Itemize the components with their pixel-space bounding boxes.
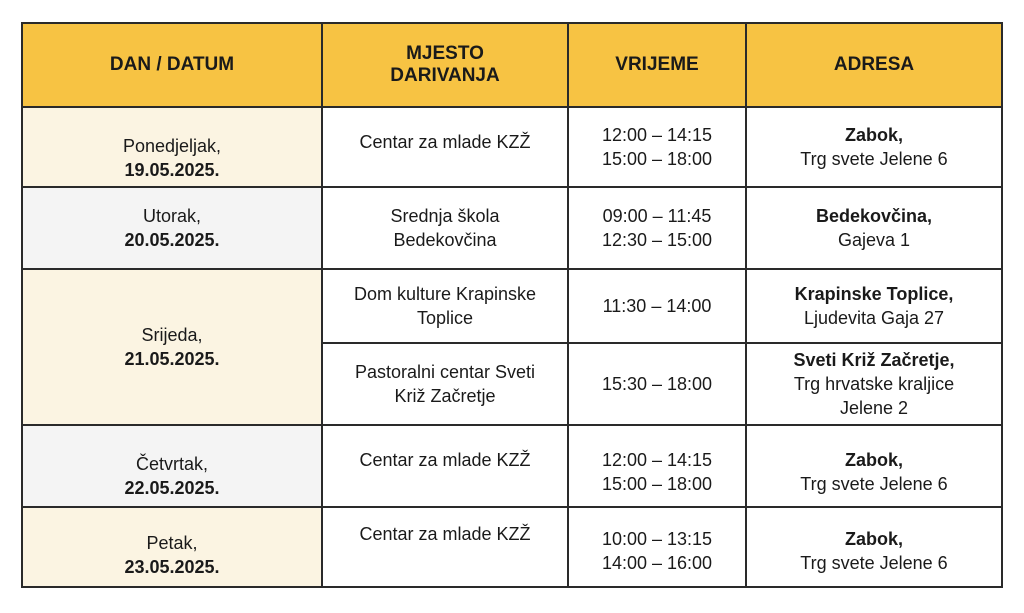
place-cell: Centar za mlade KZŽ [322,507,568,587]
table-row [22,187,1002,269]
place-cell: Centar za mlade KZŽ [322,425,568,507]
table-row [22,507,1002,587]
day-cell: Ponedjeljak, 19.05.2025. [22,107,322,187]
address-cell: Krapinske Toplice, Ljudevita Gaja 27 [746,269,1002,343]
day-cell: Utorak, 20.05.2025. [22,187,322,269]
time-cell: 10:00 – 13:15 14:00 – 16:00 [568,507,746,587]
time-cell: 15:30 – 18:00 [568,343,746,425]
address-cell: Sveti Križ Začretje, Trg hrvatske kraljice Jelene 2 [746,343,1002,425]
header-row [22,23,1002,107]
address-cell: Zabok, Trg svete Jelene 6 [746,507,1002,587]
header-address: ADRESA [746,23,1002,107]
place-cell: Dom kulture Krapinske Toplice [322,269,568,343]
day-cell: Četvrtak, 22.05.2025. [22,425,322,507]
time-cell: 09:00 – 11:45 12:30 – 15:00 [568,187,746,269]
address-cell: Zabok, Trg svete Jelene 6 [746,107,1002,187]
address-cell: Bedekovčina, Gajeva 1 [746,187,1002,269]
time-cell: 12:00 – 14:15 15:00 – 18:00 [568,425,746,507]
header-place: MJESTO DARIVANJA [322,23,568,107]
place-cell: Srednja škola Bedekovčina [322,187,568,269]
day-cell: Petak, 23.05.2025. [22,507,322,587]
table-row [22,269,1002,343]
header-day-date: DAN / DATUM [22,23,322,107]
header-time: VRIJEME [568,23,746,107]
address-cell: Zabok, Trg svete Jelene 6 [746,425,1002,507]
time-cell: 11:30 – 14:00 [568,269,746,343]
table-row [22,107,1002,187]
table-row [22,425,1002,507]
time-cell: 12:00 – 14:15 15:00 – 18:00 [568,107,746,187]
donation-schedule-table [21,22,1003,588]
place-cell: Pastoralni centar Sveti Križ Začretje [322,343,568,425]
place-cell: Centar za mlade KZŽ [322,107,568,187]
day-cell: Srijeda, 21.05.2025. [22,269,322,425]
